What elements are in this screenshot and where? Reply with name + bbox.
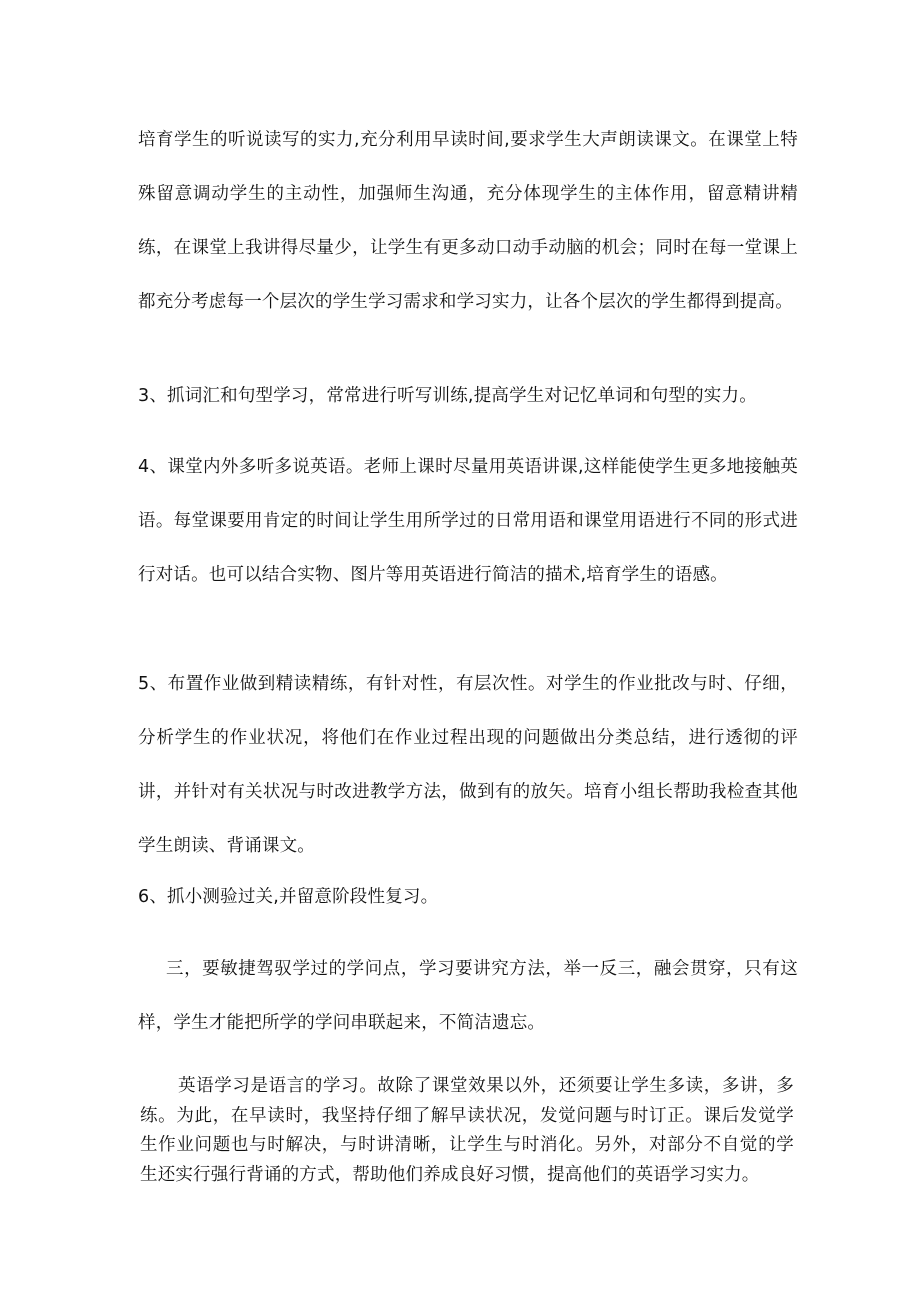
paragraph-item-4-speaking: 4、课堂内外多听多说英语。老师上课时尽量用英语讲课,这样能使学生更多地接触英语。每堂课要用肯定的时间让学生用所学过的日常用语和课堂用语进行不同的形式进行对话。也可以结合实物、图片等用英语进行简洁的描术,培育学生的语感。 bbox=[138, 457, 798, 585]
paragraph-item-3-vocabulary: 3、抓词汇和句型学习，常常进行听写训练,提高学生对记忆单词和句型的实力。 bbox=[138, 386, 757, 406]
paragraph-item-5-homework: 5、布置作业做到精读精练，有针对性，有层次性。对学生的作业批改与时、仔细，分析学生的作业状况，将他们在作业过程出现的问题做出分类总结，进行透彻的评讲，并针对有关状况与时改进教学方法，做到有的放矢。培育小组长帮助我检查其他学生朗读、背诵课文。 bbox=[138, 674, 798, 856]
paragraph-english-learning: 英语学习是语言的学习。故除了课堂效果以外，还须要让学生多读，多讲，多练。为此，在早读时，我坚持仔细了解早读状况，发觉问题与时订正。课后发觉学生作业问题也与时解决，与时讲清晰，让学生与时消化。另外，对部分不自觉的学生还实行强行背诵的方式，帮助他们养成良好习惯，提高他们的英语学习实力。 bbox=[140, 1076, 794, 1185]
paragraph-section-three: 三，要敏捷驾驭学过的学问点，学习要讲究方法，举一反三，融会贯穿，只有这样，学生才能把所学的学问串联起来，不简洁遗忘。 bbox=[138, 959, 798, 1033]
paragraph-student-abilities: 培育学生的听说读写的实力,充分利用早读时间,要求学生大声朗读课文。在课堂上特殊留意调动学生的主动性，加强师生沟通，充分体现学生的主体作用，留意精讲精练，在课堂上我讲得尽量少，让学生有更多动口动手动脑的机会；同时在每一堂课上都充分考虑每一个层次的学生学习需求和学习实力，让各个层次的学生都得到提高。 bbox=[138, 130, 798, 312]
paragraph-item-6-quizzes: 6、抓小测验过关,并留意阶段性复习。 bbox=[138, 887, 439, 907]
